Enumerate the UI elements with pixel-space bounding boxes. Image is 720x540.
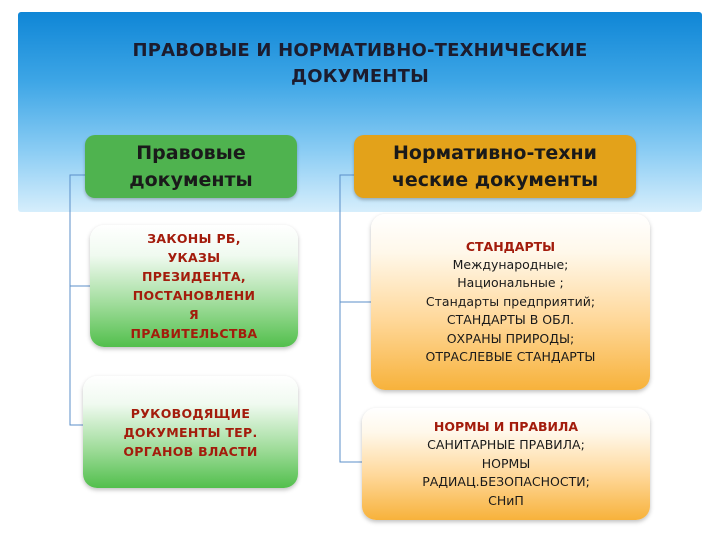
slide-title-line-2: ДОКУМЕНТЫ bbox=[291, 66, 429, 87]
legal-documents-header bbox=[85, 135, 297, 198]
laws-line-4: ПОСТАНОВЛЕНИ bbox=[132, 288, 256, 303]
standards-line-2: Национальные ; bbox=[457, 275, 564, 290]
laws-line-5: Я bbox=[189, 307, 199, 322]
legal-header-line-2: документы bbox=[129, 168, 253, 191]
standards-line-1: Международные; bbox=[452, 256, 569, 272]
standards-line-4: СТАНДАРТЫ В ОБЛ. bbox=[446, 312, 575, 327]
normative-technical-documents-header bbox=[354, 135, 636, 198]
norms-rules-box bbox=[362, 408, 650, 520]
laws-decrees-box bbox=[90, 225, 298, 347]
guiding-documents-box bbox=[83, 376, 298, 488]
laws-line-6: ПРАВИТЕЛЬСТВА bbox=[130, 326, 258, 341]
slide-title-line-1: ПРАВОВЫЕ И НОРМАТИВНО-ТЕХНИЧЕСКИЕ bbox=[132, 40, 588, 61]
laws-line-2: УКАЗЫ bbox=[167, 250, 221, 265]
guiding-line-3: ОРГАНОВ ВЛАСТИ bbox=[123, 443, 258, 459]
laws-line-3: ПРЕЗИДЕНТА, bbox=[142, 269, 246, 284]
norms-line-3: РАДИАЦ.БЕЗОПАСНОСТИ; bbox=[422, 474, 590, 489]
laws-line-1: ЗАКОНЫ РБ, bbox=[147, 231, 241, 246]
norms-line-1: САНИТАРНЫЕ ПРАВИЛА; bbox=[427, 437, 585, 452]
standards-line-3: Стандарты предприятий; bbox=[425, 293, 596, 309]
guiding-line-1: РУКОВОДЯЩИЕ bbox=[130, 405, 251, 421]
norms-line-2: НОРМЫ bbox=[481, 455, 531, 471]
guiding-line-2: ДОКУМЕНТЫ ТЕР. bbox=[123, 424, 258, 440]
normative-header-line-2: ческие документы bbox=[391, 168, 599, 191]
legal-header-line-1: Правовые bbox=[136, 141, 246, 164]
right-connector-line bbox=[340, 175, 362, 462]
standards-title: СТАНДАРТЫ bbox=[465, 238, 556, 254]
normative-header-line-1: Нормативно-техни bbox=[393, 141, 597, 164]
standards-box bbox=[371, 214, 650, 390]
standards-line-5: ОХРАНЫ ПРИРОДЫ; bbox=[446, 330, 575, 346]
norms-line-4: СНиП bbox=[488, 492, 524, 508]
norms-title: НОРМЫ И ПРАВИЛА bbox=[433, 419, 579, 434]
standards-line-6: ОТРАСЛЕВЫЕ СТАНДАРТЫ bbox=[425, 349, 596, 364]
